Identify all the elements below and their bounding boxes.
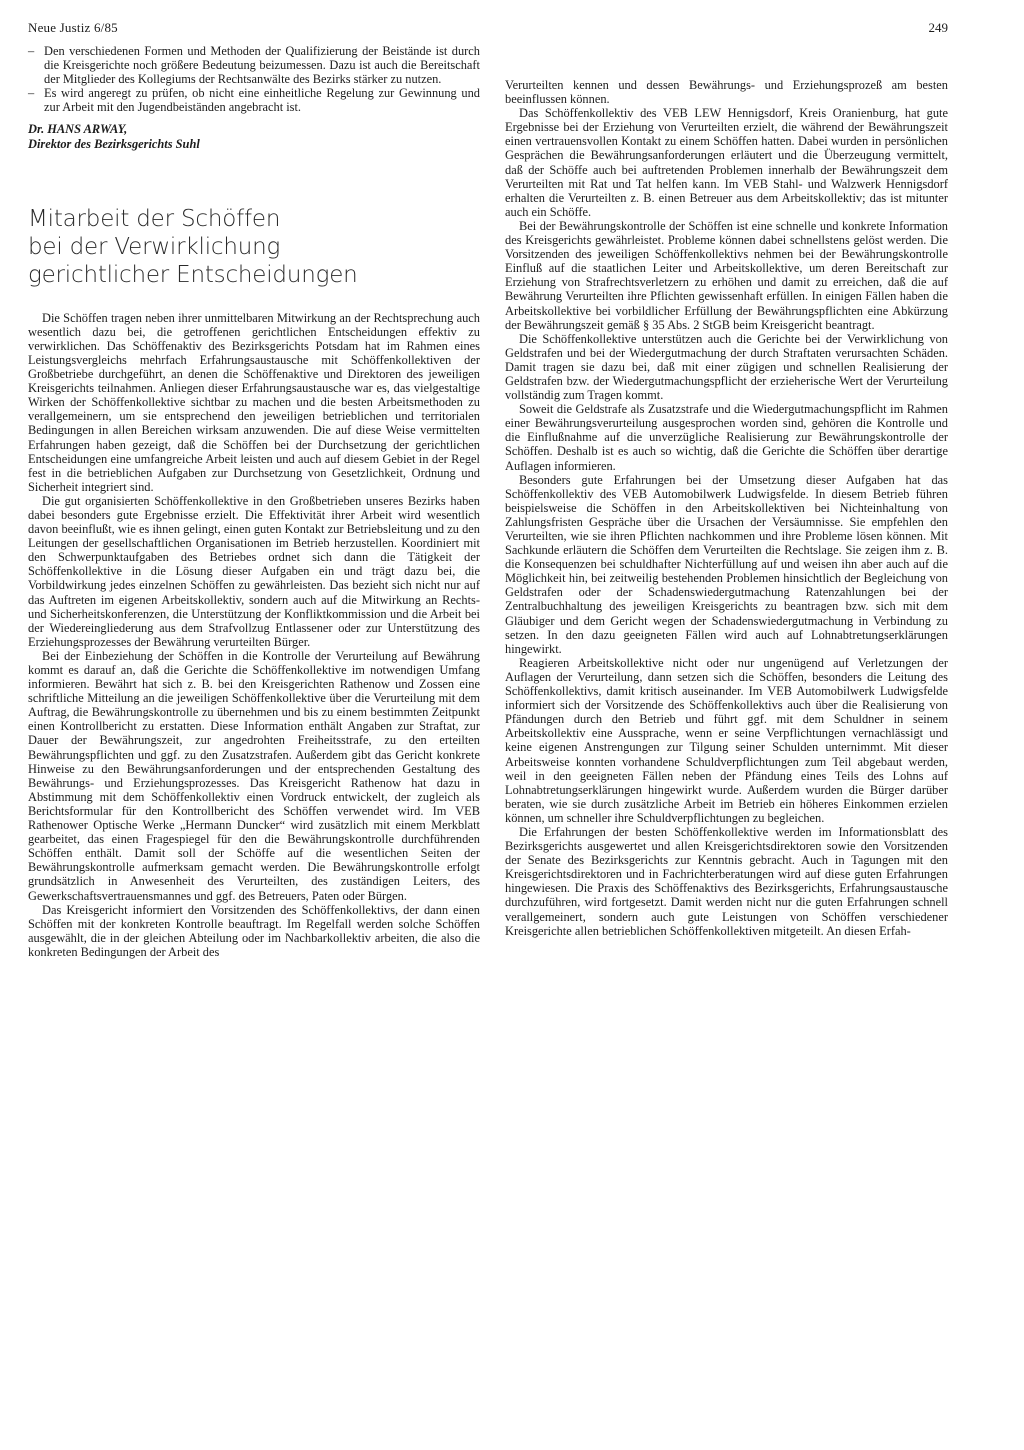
article-headline [28, 205, 480, 289]
body-paragraph: Reagieren Arbeitskollektive nicht oder nur ungenügend auf Verletzungen der Auflagen der Verurteilung, dann setzen sich die Schöffen, besonders die Leitung des Schöffenkollektivs, damit kritisch auseinander. Im VEB Automobilwerk Ludwigsfelde informiert sich der Vorsitzende des Schöffenkollektivs auch über die Realisierung von Pfändungen durch den Betrieb und führt ggf. mit dem Schuldner in seinem Arbeitskollektiv eine Aussprache, wenn er seine Verpflichtungen vernachlässigt und keine eigenen Anstrengungen zur Tilgung seiner Schulden unternimmt. Mit dieser Arbeitsweise konnten vorhandene Schuldverpflichtungen zum Teil abgebaut werden, weil in den geeigneten Fällen neben der Pfändung eines Teils des Lohns auf Lohnabtretungserklärungen hingewirkt wurde. Außerdem wurden die Bürger darüber beraten, wie sie durch zusätzliche Arbeit im Betrieb ein höheres Einkommen erzielen können, um schneller ihre Schuldverpflichtungen zu begleichen. [505, 655, 948, 825]
headline-line: gerichtlicher Entscheidungen [28, 261, 358, 288]
body-paragraph: Die Schöffenkollektive unterstützen auch die Gerichte bei der Verwirklichung von Geldstrafen und bei der Wiedergutmachung der durch Straftaten verursachten Schäden. Damit tragen sie dazu bei, daß mit einer zügigen und schnellen Realisierung der Geldstrafen bzw. der Wiedergutmachungspflicht der erzieherische Wert der Verurteilung vollständig zum Tragen kommt. [505, 331, 948, 403]
body-paragraph: Die Erfahrungen der besten Schöffenkollektive werden im Informationsblatt des Bezirksgerichts ausgewertet und allen Kreisgerichtsdirektoren sowie den Vorsitzenden der Senate des Bezirksgerichts zur Kenntnis gebracht. Auch in Tagungen mit den Kreisgerichtsdirektoren und in Fachrichterberatungen wird auf diese guten Erfahrungen hingewiesen. Die Praxis des Schöffenaktivs des Bezirksgerichts, Erfahrungsaustausche durchzuführen, wird fortgesetzt. Damit werden nicht nur die guten Erfahrungen schnell verallgemeinert, sondern auch gute Leistungen von Schöffen verschiedener Kreisgerichte allen betrieblichen Schöffenkollektiven mitgeteilt. An diesen Erfah- [505, 824, 948, 938]
signature-name: Dr. HANS ARWAY, [28, 122, 128, 137]
body-paragraph: Soweit die Geldstrafe als Zusatzstrafe und die Wiedergutmachungspflicht im Rahmen einer Bewährungsverurteilung ausgesprochen worden sind, gehören die Kontrolle und die Einflußnahme auf die unverzügliche Realisierung zur Bewährungskontrolle der Schöffen. Deshalb ist es auch so wichtig, daß die Gerichte die Schöffen über derartige Auflagen informieren. [505, 402, 948, 473]
body-paragraph: Bei der Einbeziehung der Schöffen in die Kontrolle der Verurteilung auf Bewährung kommt es darauf an, daß die Gerichte die Schöffenkollektive im notwendigen Umfang informieren. Bewährt hat sich z. B. bei den Kreisgerichten Rathenow und Zossen eine schriftliche Mitteilung an die jeweiligen Schöffenkollektive über die Verurteilung mit dem Auftrag, die Bewährungskontrolle zu übernehmen und bis zu einem bestimmten Zeitpunkt einen Kontrollbericht zu erstatten. Diese Information enthält Angaben zur Straftat, zur Dauer der Bewährungszeit, zur angedrohten Freiheitsstrafe, zu den erteilten Bewährungspflichten und ggf. zu den Zusatzstrafen. Außerdem gibt das Gericht konkrete Hinweise zu den Bewährungsanforderungen und der entsprechenden Gestaltung des Bewährungs- und Erziehungsprozesses. Das Kreisgericht Rathenow hat dazu in Abstimmung mit dem Schöffenkollektiv einen Vordruck entwickelt, der zugleich als Berichtsformular für den Kontrollbericht des Schöffen verwendet wird. Im VEB Rathenower Optische Werke „Hermann Duncker“ wird zusätzlich mit einem Merkblatt gearbeitet, das einen Fragespiegel für den die Bewährungskontrolle durchführenden Schöffen enthält. Damit soll der Schöffe auf die wesentlichen Seiten der Bewährungskontrolle aufmerksam gemacht werden. Die Bewährungskontrolle erfolgt grundsätzlich in Anwesenheit des Verurteilten, des zuständigen Leiters, des Gewerkschaftsvertrauensmannes und ggf. des Betreuers, Paten oder Bürgen. [28, 648, 480, 903]
page-number: 249 [928, 20, 948, 35]
headline-line: bei der Verwirklichung [28, 233, 281, 260]
journal-title: Neue Justiz 6/85 [28, 20, 118, 35]
body-paragraph: Das Schöffenkollektiv des VEB LEW Hennigsdorf, Kreis Oranienburg, hat gute Ergebnisse bei der Erziehung von Verurteilten erzielt, die während der Bewährungszeit einen vertrauensvollen Kontakt zu einem Schöffen hatten. Dabei wurden in persönlichen Gesprächen die Bewährungsanforderungen erläutert und die Überzeugung vermittelt, daß der Schöffe auch bei auftretenden Problemen innerhalb der Bewährungszeit dem Verurteilten mit Rat und Tat helfen kann. Im VEB Stahl- und Walzwerk Hennigsdorf erhalten die Verurteilten z. B. einen Betreuer aus dem Arbeitskollektiv; das ist mitunter auch ein Schöffe. [505, 106, 948, 219]
signature-title: Direktor des Bezirksgerichts Suhl [28, 136, 200, 151]
author-signature [28, 122, 480, 150]
article-body-left [28, 311, 480, 959]
body-paragraph: Bei der Bewährungskontrolle der Schöffen ist eine schnelle und konkrete Information des Kreisgerichts gewährleistet. Probleme können dabei schnellstens gelöst werden. Die Vorsitzenden des jeweiligen Schöffenkollektivs nehmen bei der Bewährungskontrolle Einfluß auf die staatlichen Leiter und Arbeitskollektive, um deren Bereitschaft zur Erziehung von Strafrechtsverletzern zu erhöhen und damit zu erreichen, daß die auf Bewährung Verurteilten ihre Pflichten gewissenhaft erfüllen. In einigen Fällen haben die Arbeitskollektive bei vorbildlicher Erfüllung der Bewährungspflichten eine Abkürzung der Bewährungszeit gemäß § 35 Abs. 2 StGB beim Kreisgericht beantragt. [505, 218, 948, 332]
left-column [28, 44, 480, 959]
list-item: – Es wird angeregt zu prüfen, ob nicht eine einheitliche Regelung zur Gewinnung und zur Arbeit mit den Jugendbeiständen angebracht ist. [28, 86, 480, 114]
body-paragraph: Die Schöffen tragen neben ihrer unmittelbaren Mitwirkung an der Rechtsprechung auch wesentlich dazu bei, die getroffenen gerichtlichen Entscheidungen effektiv zu verwirklichen. Das Schöffenaktiv des Bezirksgerichts Potsdam hat im Rahmen eines Leistungsvergleichs mehrfach Erfahrungsaustausche mit Schöffenkollektiven der Großbetriebe durchgeführt, an denen die Schöffenaktive und Direktoren des jeweiligen Kreisgerichts teilnahmen. Anliegen dieser Erfahrungsaustausche war es, das vielgestaltige Wirken der Schöffenkollektive sichtbar zu machen und die besten Arbeitsmethoden zu verallgemeinern, um sie entsprechend den jeweiligen betrieblichen und territorialen Bedingungen in allen Bereichen wirksam anzuwenden. Die auf diese Weise vermittelten Erfahrungen haben gezeigt, daß die Schöffen bei der Durchsetzung der gerichtlichen Entscheidungen eine umfangreiche Arbeit leisten und auch auf diesem Gebiet in der Regel fest in die betrieblichen Aufgaben zur Durchsetzung von Gesetzlichkeit, Ordnung und Sicherheit integriert sind. [28, 310, 480, 494]
body-paragraph: Das Kreisgericht informiert den Vorsitzenden des Schöffenkollektivs, der dann einen Schöffen mit der konkreten Kontrolle beauftragt. Im Regelfall werden solche Schöffen ausgewählt, die in der gleichen Abteilung oder im Nachbarkollektiv arbeiten, die also die konkreten Bedingungen der Arbeit des [28, 902, 480, 959]
right-column [505, 78, 948, 938]
recommendation-list [28, 44, 480, 114]
body-paragraph: Die gut organisierten Schöffenkollektive in den Großbetrieben unseres Bezirks haben dabei besonders gute Ergebnisse erzielt. Die Effektivität ihrer Arbeit wird wesentlich davon beeinflußt, wie es ihnen gelingt, einen guten Kontakt zur Betriebsleitung und zu den Leitungen der gesellschaftlichen Organisationen im Betrieb herzustellen. Koordiniert mit den Schwerpunktaufgaben des Betriebes ordnet sich dann die Tätigkeit der Schöffenkollektive in die Lösung dieser Aufgaben ein und trägt dazu bei, die Vorbildwirkung jedes einzelnen Schöffen zu gewährleisten. Das bezieht sich nicht nur auf das Auftreten im eigenen Arbeitskollektiv, sondern auch auf die Mitwirkung an Rechts- und Sicherheitskonferenzen, die Unterstützung der Konfliktkommission und die Arbeit bei der Wiedereingliederung aus dem Strafvollzug Entlassener oder zur Unterstützung des Erziehungsprozesses der Bewährung verurteilten Bürger. [28, 493, 480, 649]
list-item: – Den verschiedenen Formen und Methoden der Qualifizierung der Beistände ist durch die Kreisgerichte noch größere Bedeutung beizumessen. Dazu ist auch die Bereitschaft der Mitglieder des Kollegiums der Rechtsanwälte des Bezirks stärker zu nutzen. [28, 44, 480, 86]
body-paragraph: Besonders gute Erfahrungen bei der Umsetzung dieser Aufgaben hat das Schöffenkollektiv des VEB Automobilwerk Ludwigsfelde. In diesem Betrieb führen beispielsweise die Schöffen in den Arbeitskollektiven bei Nichteinhaltung von Zahlungsfristen Gespräche über die Ursachen der Versäumnisse. Sie empfehlen den Verurteilten, wie sie ihren Pflichten nachkommen und ihre Probleme lösen können. Mit Sachkunde erläutern die Schöffen dem Verurteilten die Rechtslage. Sie zeigen ihm z. B. die Konsequenzen bei schuldhafter Nichterfüllung auf und weisen ihn aber auch auf die Möglichkeit hin, bei zeitweilig bestehenden Problemen hinsichtlich der Begleichung von Geldstrafen oder der Schadenswiedergutmachung Ratenzahlungen bei der Zentralbuchhaltung des jeweiligen Kreisgerichts zu beantragen bzw. sich mit dem Gläubiger und dem Gericht wegen der Schadenswiedergutmachung in Verbindung zu setzen. In den dazu geeigneten Fällen wird auch auf Lohnabtretungserklärungen hingewirkt. [505, 472, 948, 656]
continued-paragraph: Verurteilten kennen und dessen Bewährungs- und Erziehungsprozeß am besten beeinflussen können. [505, 78, 948, 107]
page-header [28, 20, 948, 42]
headline-line: Mitarbeit der Schöffen [28, 205, 281, 232]
